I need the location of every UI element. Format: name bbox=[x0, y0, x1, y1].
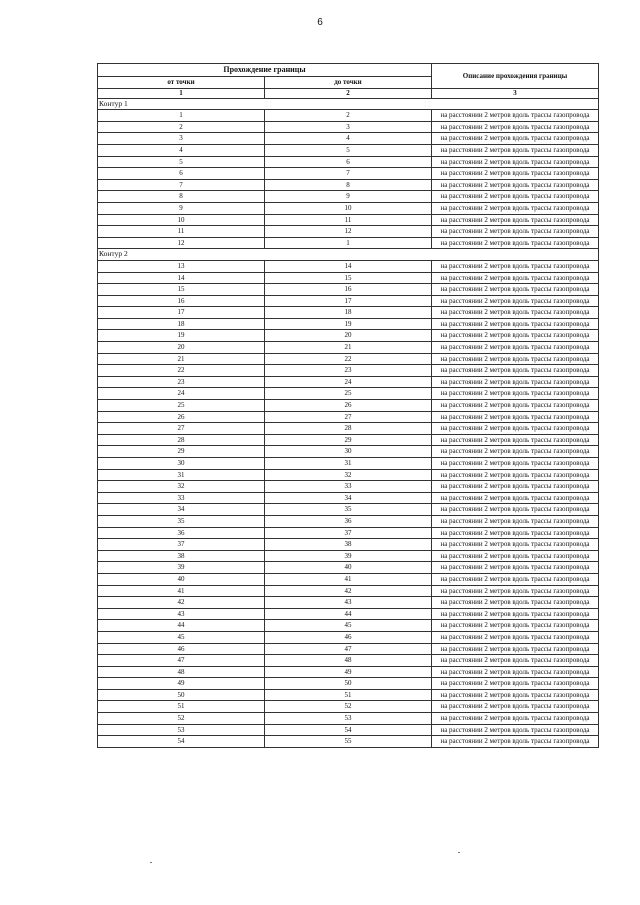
cell-to-point: 35 bbox=[265, 504, 432, 516]
cell-description: на расстоянии 2 метров вдоль трассы газопровода bbox=[432, 411, 599, 423]
cell-to-point: 2 bbox=[265, 110, 432, 122]
table-row bbox=[98, 411, 599, 423]
cell-from-point: 54 bbox=[98, 736, 265, 748]
cell-description: на расстоянии 2 метров вдоль трассы газопровода bbox=[432, 226, 599, 238]
cell-from-point: 25 bbox=[98, 400, 265, 412]
cell-from-point: 6 bbox=[98, 168, 265, 180]
cell-description: на расстоянии 2 метров вдоль трассы газопровода bbox=[432, 434, 599, 446]
cell-from-point: 13 bbox=[98, 260, 265, 272]
cell-from-point: 31 bbox=[98, 469, 265, 481]
cell-to-point: 53 bbox=[265, 713, 432, 725]
cell-from-point: 53 bbox=[98, 724, 265, 736]
table-row bbox=[98, 655, 599, 667]
cell-from-point: 28 bbox=[98, 434, 265, 446]
cell-to-point: 16 bbox=[265, 284, 432, 296]
cell-description: на расстоянии 2 метров вдоль трассы газопровода bbox=[432, 376, 599, 388]
cell-to-point: 32 bbox=[265, 469, 432, 481]
cell-description: на расстоянии 2 метров вдоль трассы газопровода bbox=[432, 597, 599, 609]
cell-from-point: 20 bbox=[98, 342, 265, 354]
cell-from-point: 47 bbox=[98, 655, 265, 667]
table-row bbox=[98, 458, 599, 470]
cell-to-point: 47 bbox=[265, 643, 432, 655]
cell-description: на расстоянии 2 метров вдоль трассы газопровода bbox=[432, 492, 599, 504]
cell-description: на расстоянии 2 метров вдоль трассы газопровода bbox=[432, 260, 599, 272]
table-row bbox=[98, 434, 599, 446]
cell-to-point: 46 bbox=[265, 631, 432, 643]
cell-from-point: 46 bbox=[98, 643, 265, 655]
cell-description: на расстоянии 2 метров вдоль трассы газопровода bbox=[432, 365, 599, 377]
table-row bbox=[98, 179, 599, 191]
header-from-point: от точки bbox=[98, 77, 265, 89]
table-row bbox=[98, 191, 599, 203]
cell-to-point: 14 bbox=[265, 260, 432, 272]
cell-description: на расстоянии 2 метров вдоль трассы газопровода bbox=[432, 318, 599, 330]
cell-from-point: 42 bbox=[98, 597, 265, 609]
cell-from-point: 22 bbox=[98, 365, 265, 377]
cell-from-point: 45 bbox=[98, 631, 265, 643]
table-row bbox=[98, 643, 599, 655]
cell-to-point: 54 bbox=[265, 724, 432, 736]
cell-to-point: 45 bbox=[265, 620, 432, 632]
cell-from-point: 5 bbox=[98, 156, 265, 168]
table-row bbox=[98, 504, 599, 516]
cell-to-point: 24 bbox=[265, 376, 432, 388]
table-row bbox=[98, 388, 599, 400]
cell-to-point: 37 bbox=[265, 527, 432, 539]
table-row bbox=[98, 446, 599, 458]
cell-description: на расстоянии 2 метров вдоль трассы газопровода bbox=[432, 585, 599, 597]
cell-to-point: 21 bbox=[265, 342, 432, 354]
table-row bbox=[98, 121, 599, 133]
header-to-point: до точки bbox=[265, 77, 432, 89]
header-description: Описание прохождения границы bbox=[432, 64, 599, 89]
cell-from-point: 23 bbox=[98, 376, 265, 388]
header-row-numbers bbox=[98, 88, 599, 98]
table-row bbox=[98, 597, 599, 609]
table-row bbox=[98, 330, 599, 342]
header-boundary-passage: Прохождение границы bbox=[98, 64, 432, 77]
table-row bbox=[98, 260, 599, 272]
cell-description: на расстоянии 2 метров вдоль трассы газопровода bbox=[432, 284, 599, 296]
cell-to-point: 23 bbox=[265, 365, 432, 377]
cell-from-point: 10 bbox=[98, 214, 265, 226]
cell-from-point: 50 bbox=[98, 689, 265, 701]
table-row bbox=[98, 318, 599, 330]
cell-to-point: 39 bbox=[265, 550, 432, 562]
table-row bbox=[98, 272, 599, 284]
cell-description: на расстоянии 2 метров вдоль трассы газопровода bbox=[432, 168, 599, 180]
table-row bbox=[98, 342, 599, 354]
cell-to-point: 33 bbox=[265, 481, 432, 493]
table-row bbox=[98, 226, 599, 238]
table-row bbox=[98, 295, 599, 307]
cell-to-point: 34 bbox=[265, 492, 432, 504]
table-row bbox=[98, 492, 599, 504]
cell-from-point: 38 bbox=[98, 550, 265, 562]
table-header bbox=[98, 64, 599, 99]
cell-from-point: 17 bbox=[98, 307, 265, 319]
table-row bbox=[98, 400, 599, 412]
cell-from-point: 37 bbox=[98, 539, 265, 551]
cell-from-point: 1 bbox=[98, 110, 265, 122]
header-num-2: 2 bbox=[265, 88, 432, 98]
cell-description: на расстоянии 2 метров вдоль трассы газопровода bbox=[432, 562, 599, 574]
cell-description: на расстоянии 2 метров вдоль трассы газопровода bbox=[432, 620, 599, 632]
cell-to-point: 9 bbox=[265, 191, 432, 203]
table-row bbox=[98, 469, 599, 481]
table-row bbox=[98, 701, 599, 713]
cell-to-point: 28 bbox=[265, 423, 432, 435]
cell-description: на расстоянии 2 метров вдоль трассы газопровода bbox=[432, 631, 599, 643]
cell-to-point: 52 bbox=[265, 701, 432, 713]
cell-to-point: 27 bbox=[265, 411, 432, 423]
cell-from-point: 7 bbox=[98, 179, 265, 191]
cell-description: на расстоянии 2 метров вдоль трассы газопровода bbox=[432, 423, 599, 435]
table-row bbox=[98, 481, 599, 493]
cell-description: на расстоянии 2 метров вдоль трассы газопровода bbox=[432, 214, 599, 226]
cell-from-point: 3 bbox=[98, 133, 265, 145]
cell-to-point: 11 bbox=[265, 214, 432, 226]
cell-from-point: 26 bbox=[98, 411, 265, 423]
contour-title: Контур 1 bbox=[98, 98, 599, 110]
cell-description: на расстоянии 2 метров вдоль трассы газопровода bbox=[432, 643, 599, 655]
cell-to-point: 43 bbox=[265, 597, 432, 609]
cell-from-point: 19 bbox=[98, 330, 265, 342]
cell-to-point: 17 bbox=[265, 295, 432, 307]
cell-description: на расстоянии 2 метров вдоль трассы газопровода bbox=[432, 539, 599, 551]
cell-description: на расстоянии 2 метров вдоль трассы газопровода bbox=[432, 515, 599, 527]
cell-to-point: 10 bbox=[265, 202, 432, 214]
cell-description: на расстоянии 2 метров вдоль трассы газопровода bbox=[432, 481, 599, 493]
cell-to-point: 51 bbox=[265, 689, 432, 701]
cell-to-point: 49 bbox=[265, 666, 432, 678]
cell-description: на расстоянии 2 метров вдоль трассы газопровода bbox=[432, 608, 599, 620]
contour-title: Контур 2 bbox=[98, 249, 599, 261]
cell-to-point: 6 bbox=[265, 156, 432, 168]
table-row bbox=[98, 365, 599, 377]
cell-from-point: 11 bbox=[98, 226, 265, 238]
cell-description: на расстоянии 2 метров вдоль трассы газопровода bbox=[432, 110, 599, 122]
table-row bbox=[98, 353, 599, 365]
cell-to-point: 4 bbox=[265, 133, 432, 145]
cell-to-point: 8 bbox=[265, 179, 432, 191]
cell-description: на расстоянии 2 метров вдоль трассы газопровода bbox=[432, 272, 599, 284]
cell-to-point: 3 bbox=[265, 121, 432, 133]
cell-description: на расстоянии 2 метров вдоль трассы газопровода bbox=[432, 144, 599, 156]
table-row bbox=[98, 144, 599, 156]
table-row bbox=[98, 573, 599, 585]
cell-to-point: 15 bbox=[265, 272, 432, 284]
cell-description: на расстоянии 2 метров вдоль трассы газопровода bbox=[432, 446, 599, 458]
boundary-table bbox=[97, 63, 599, 748]
table-row bbox=[98, 110, 599, 122]
cell-from-point: 27 bbox=[98, 423, 265, 435]
table-row bbox=[98, 550, 599, 562]
cell-description: на расстоянии 2 метров вдоль трассы газопровода bbox=[432, 202, 599, 214]
header-num-3: 3 bbox=[432, 88, 599, 98]
cell-from-point: 4 bbox=[98, 144, 265, 156]
cell-description: на расстоянии 2 метров вдоль трассы газопровода bbox=[432, 330, 599, 342]
cell-from-point: 14 bbox=[98, 272, 265, 284]
cell-description: на расстоянии 2 метров вдоль трассы газопровода bbox=[432, 701, 599, 713]
cell-description: на расстоянии 2 метров вдоль трассы газопровода bbox=[432, 307, 599, 319]
cell-to-point: 18 bbox=[265, 307, 432, 319]
cell-description: на расстоянии 2 метров вдоль трассы газопровода bbox=[432, 133, 599, 145]
cell-description: на расстоянии 2 метров вдоль трассы газопровода bbox=[432, 713, 599, 725]
cell-from-point: 44 bbox=[98, 620, 265, 632]
cell-to-point: 5 bbox=[265, 144, 432, 156]
scan-speck bbox=[458, 852, 460, 853]
cell-to-point: 12 bbox=[265, 226, 432, 238]
contour-row bbox=[98, 98, 599, 110]
cell-to-point: 29 bbox=[265, 434, 432, 446]
page-number: 6 bbox=[317, 17, 323, 28]
cell-description: на расстоянии 2 метров вдоль трассы газопровода bbox=[432, 295, 599, 307]
cell-to-point: 30 bbox=[265, 446, 432, 458]
table-row bbox=[98, 168, 599, 180]
cell-from-point: 12 bbox=[98, 237, 265, 249]
cell-from-point: 48 bbox=[98, 666, 265, 678]
cell-from-point: 41 bbox=[98, 585, 265, 597]
header-num-1: 1 bbox=[98, 88, 265, 98]
table-row bbox=[98, 608, 599, 620]
cell-description: на расстоянии 2 метров вдоль трассы газопровода bbox=[432, 655, 599, 667]
cell-to-point: 50 bbox=[265, 678, 432, 690]
cell-from-point: 39 bbox=[98, 562, 265, 574]
cell-to-point: 55 bbox=[265, 736, 432, 748]
cell-from-point: 49 bbox=[98, 678, 265, 690]
cell-to-point: 20 bbox=[265, 330, 432, 342]
table-row bbox=[98, 133, 599, 145]
cell-description: на расстоянии 2 метров вдоль трассы газопровода bbox=[432, 342, 599, 354]
cell-description: на расстоянии 2 метров вдоль трассы газопровода bbox=[432, 400, 599, 412]
table-row bbox=[98, 156, 599, 168]
cell-description: на расстоянии 2 метров вдоль трассы газопровода bbox=[432, 191, 599, 203]
cell-from-point: 2 bbox=[98, 121, 265, 133]
header-row-group bbox=[98, 64, 599, 77]
cell-from-point: 15 bbox=[98, 284, 265, 296]
cell-from-point: 24 bbox=[98, 388, 265, 400]
cell-description: на расстоянии 2 метров вдоль трассы газопровода bbox=[432, 689, 599, 701]
table-row bbox=[98, 539, 599, 551]
cell-from-point: 51 bbox=[98, 701, 265, 713]
cell-description: на расстоянии 2 метров вдоль трассы газопровода bbox=[432, 724, 599, 736]
table-row bbox=[98, 620, 599, 632]
cell-from-point: 21 bbox=[98, 353, 265, 365]
cell-to-point: 19 bbox=[265, 318, 432, 330]
cell-from-point: 35 bbox=[98, 515, 265, 527]
cell-from-point: 29 bbox=[98, 446, 265, 458]
cell-from-point: 8 bbox=[98, 191, 265, 203]
cell-description: на расстоянии 2 метров вдоль трассы газопровода bbox=[432, 666, 599, 678]
cell-to-point: 31 bbox=[265, 458, 432, 470]
cell-from-point: 30 bbox=[98, 458, 265, 470]
scan-speck bbox=[150, 862, 152, 863]
table-row bbox=[98, 689, 599, 701]
table-row bbox=[98, 724, 599, 736]
table-row bbox=[98, 237, 599, 249]
cell-from-point: 52 bbox=[98, 713, 265, 725]
table-row bbox=[98, 527, 599, 539]
cell-to-point: 1 bbox=[265, 237, 432, 249]
table-body bbox=[98, 98, 599, 747]
table-row bbox=[98, 423, 599, 435]
table-row bbox=[98, 214, 599, 226]
cell-description: на расстоянии 2 метров вдоль трассы газопровода bbox=[432, 504, 599, 516]
table-row bbox=[98, 376, 599, 388]
table-row bbox=[98, 515, 599, 527]
cell-to-point: 41 bbox=[265, 573, 432, 585]
table-row bbox=[98, 585, 599, 597]
cell-description: на расстоянии 2 метров вдоль трассы газопровода bbox=[432, 678, 599, 690]
table-row bbox=[98, 202, 599, 214]
cell-from-point: 9 bbox=[98, 202, 265, 214]
table-row bbox=[98, 678, 599, 690]
cell-to-point: 36 bbox=[265, 515, 432, 527]
table-row bbox=[98, 562, 599, 574]
contour-row bbox=[98, 249, 599, 261]
cell-from-point: 36 bbox=[98, 527, 265, 539]
table-row bbox=[98, 631, 599, 643]
cell-from-point: 43 bbox=[98, 608, 265, 620]
cell-description: на расстоянии 2 метров вдоль трассы газопровода bbox=[432, 353, 599, 365]
cell-to-point: 40 bbox=[265, 562, 432, 574]
cell-description: на расстоянии 2 метров вдоль трассы газопровода bbox=[432, 527, 599, 539]
table-row bbox=[98, 666, 599, 678]
cell-description: на расстоянии 2 метров вдоль трассы газопровода bbox=[432, 469, 599, 481]
cell-description: на расстоянии 2 метров вдоль трассы газопровода bbox=[432, 179, 599, 191]
table-row bbox=[98, 713, 599, 725]
table-row bbox=[98, 307, 599, 319]
cell-description: на расстоянии 2 метров вдоль трассы газопровода bbox=[432, 237, 599, 249]
cell-from-point: 34 bbox=[98, 504, 265, 516]
cell-description: на расстоянии 2 метров вдоль трассы газопровода bbox=[432, 121, 599, 133]
table-row bbox=[98, 736, 599, 748]
cell-to-point: 7 bbox=[265, 168, 432, 180]
cell-to-point: 48 bbox=[265, 655, 432, 667]
cell-from-point: 40 bbox=[98, 573, 265, 585]
table-row bbox=[98, 284, 599, 296]
cell-description: на расстоянии 2 метров вдоль трассы газопровода bbox=[432, 156, 599, 168]
cell-to-point: 26 bbox=[265, 400, 432, 412]
cell-to-point: 44 bbox=[265, 608, 432, 620]
cell-from-point: 33 bbox=[98, 492, 265, 504]
cell-from-point: 32 bbox=[98, 481, 265, 493]
cell-to-point: 38 bbox=[265, 539, 432, 551]
cell-description: на расстоянии 2 метров вдоль трассы газопровода bbox=[432, 388, 599, 400]
cell-to-point: 25 bbox=[265, 388, 432, 400]
cell-description: на расстоянии 2 метров вдоль трассы газопровода bbox=[432, 736, 599, 748]
cell-from-point: 16 bbox=[98, 295, 265, 307]
cell-description: на расстоянии 2 метров вдоль трассы газопровода bbox=[432, 573, 599, 585]
cell-description: на расстоянии 2 метров вдоль трассы газопровода bbox=[432, 550, 599, 562]
cell-to-point: 22 bbox=[265, 353, 432, 365]
cell-to-point: 42 bbox=[265, 585, 432, 597]
cell-description: на расстоянии 2 метров вдоль трассы газопровода bbox=[432, 458, 599, 470]
cell-from-point: 18 bbox=[98, 318, 265, 330]
